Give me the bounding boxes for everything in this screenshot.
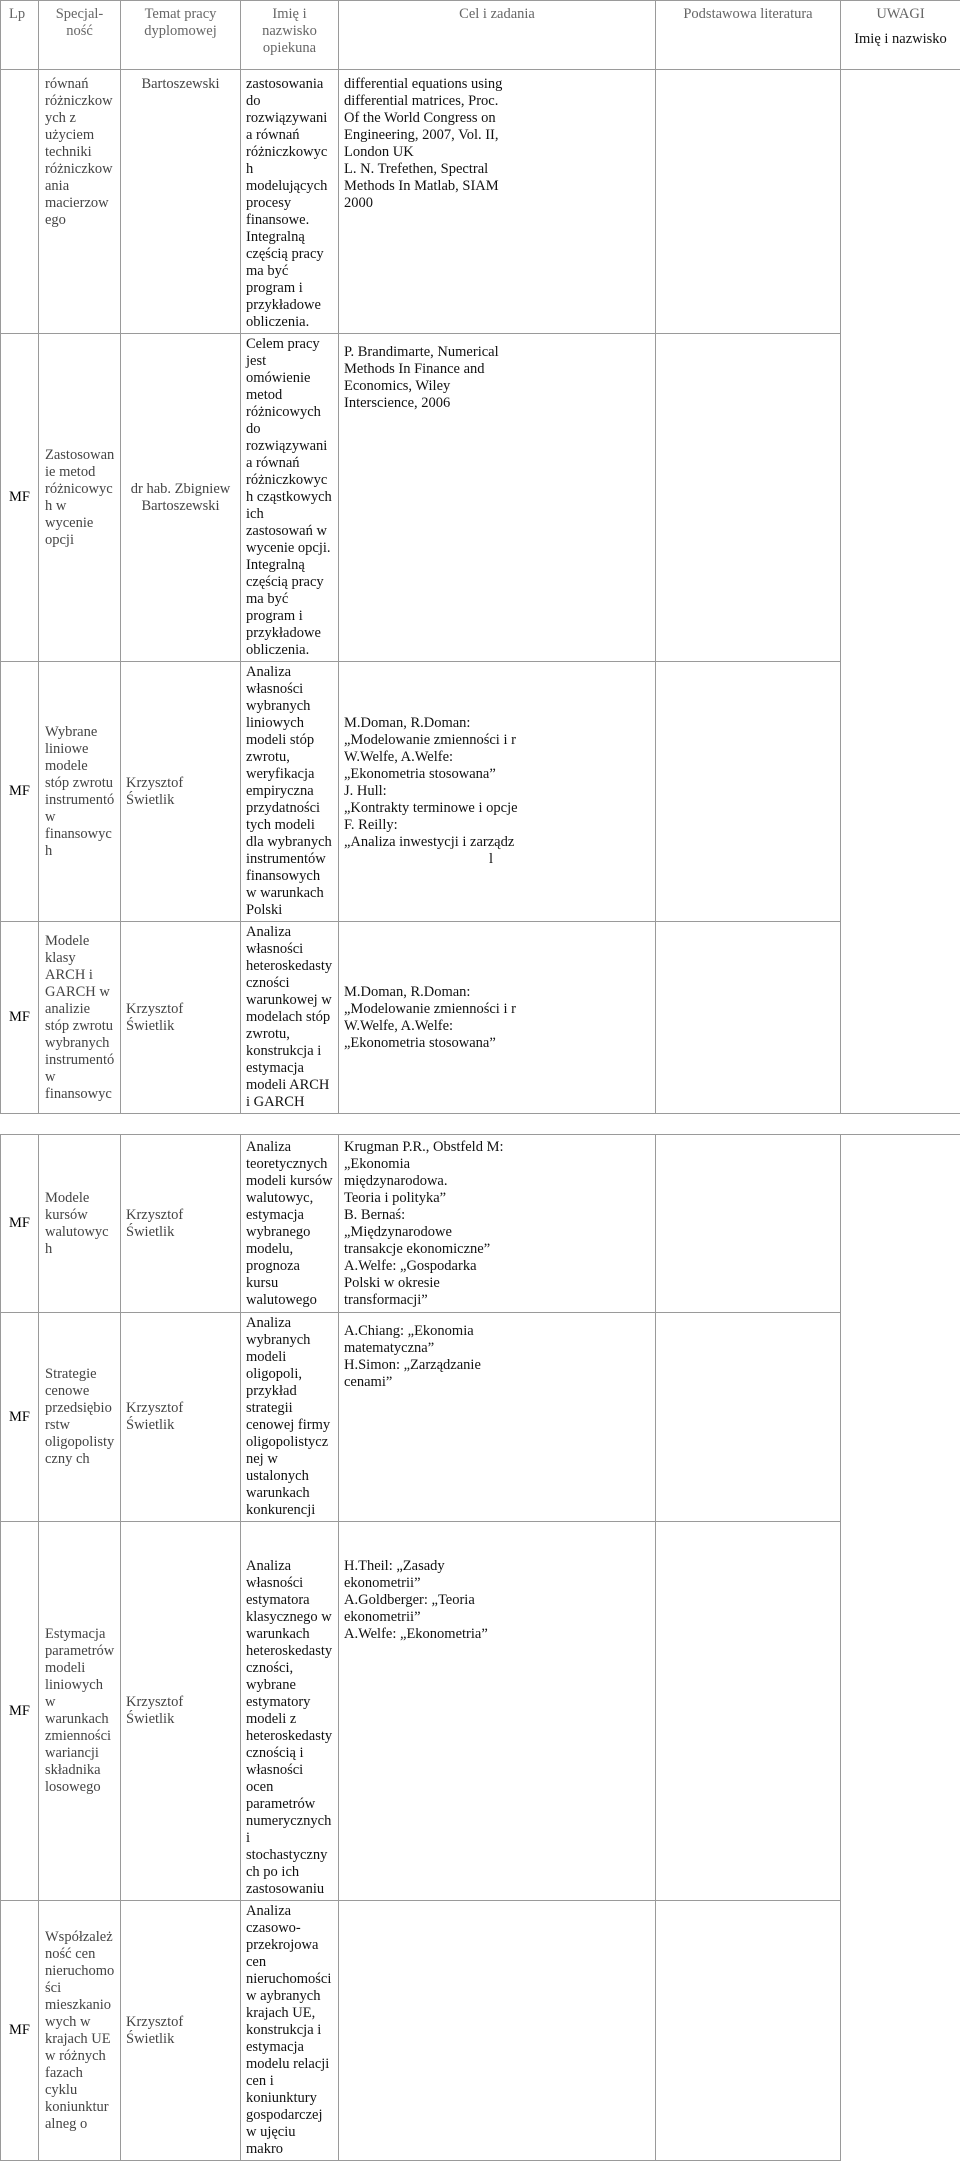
row-supervisor: Krzysztof Świetlik: [121, 1901, 241, 2161]
header-specialty: Specjal-ność: [39, 1, 121, 70]
literature-line: „Modelowanie zmienności i r: [344, 1001, 650, 1018]
literature-line: ekonometrii”: [344, 1575, 650, 1592]
literature-line: Teoria i polityka”: [344, 1190, 650, 1207]
literature-line: Engineering, 2007, Vol. II,: [344, 127, 650, 144]
literature-line: A.Welfe: „Gospodarka: [344, 1258, 650, 1275]
row-literature: [339, 70, 656, 334]
row-literature: [339, 1901, 656, 2161]
row-goal: Analiza czasowo-przekrojowa cen nieruchomości w aybranych krajach UE, konstrukcja i estymacja modelu relacji cen i koniunktury gospodarczej w ujęciu makro: [241, 1901, 339, 2161]
row-supervisor: Krzysztof Świetlik: [121, 1313, 241, 1522]
row-notes: [656, 1522, 841, 1901]
row-topic: Strategie cenowe przedsiębiorstw oligopolistyczny ch: [39, 1313, 121, 1522]
literature-line: ekonometrii”: [344, 1609, 650, 1626]
literature-line: „Ekonomia: [344, 1156, 650, 1173]
row-topic: Modele klasy ARCH i GARCH w analizie stóp zwrotu wybranych instrumentów finansowyc: [39, 922, 121, 1114]
row-spec: MF: [1, 334, 39, 662]
literature-line: Polski w okresie: [344, 1275, 650, 1292]
page-break-gap: [1, 1114, 960, 1135]
literature-line: Methods In Matlab, SIAM: [344, 178, 650, 195]
table-row: [1, 1135, 960, 1313]
literature-line: „Analiza inwestycji i zarządz: [344, 834, 650, 851]
row-goal: Analiza własności heteroskedastyczności warunkowej w modelach stóp zwrotu, konstrukcja i estymacja modeli ARCH i GARCH: [241, 922, 339, 1114]
row-supervisor: Krzysztof Świetlik: [121, 662, 241, 922]
row-supervisor: Krzysztof Świetlik: [121, 1135, 241, 1313]
literature-line: „Modelowanie zmienności i r: [344, 732, 650, 749]
literature-line: J. Hull:: [344, 783, 650, 800]
row-notes: [656, 1901, 841, 2161]
literature-line: Krugman P.R., Obstfeld M:: [344, 1139, 650, 1156]
literature-line: Interscience, 2006: [344, 395, 650, 412]
row-goal: Analiza własności wybranych liniowych modeli stóp zwrotu, weryfikacja empiryczna przydatności tych modeli dla wybranych instrumentów finansowych w warunkach Polski: [241, 662, 339, 922]
row-goal: Celem pracy jest omówienie metod różnicowych do rozwiązywania równań różniczkowych cząstkowych ich zastosowań w wycenie opcji. Integralną częścią pracy ma być program i przykładowe obliczenia.: [241, 334, 339, 662]
literature-line: F. Reilly:: [344, 817, 650, 834]
row-literature: [339, 1522, 656, 1901]
header-row: [1, 1, 960, 70]
literature-line: W.Welfe, A.Welfe:: [344, 749, 650, 766]
row-notes: [656, 334, 841, 662]
literature-line: W.Welfe, A.Welfe:: [344, 1018, 650, 1035]
header-supervisor: Imię i nazwisko opiekuna: [241, 1, 339, 70]
header-notes-sub: Imię i nazwisko: [846, 31, 955, 48]
row-spec: [1, 70, 39, 334]
row-topic: Wybrane liniowe modele stóp zwrotu instrumentów finansowych: [39, 662, 121, 922]
row-literature: [339, 1135, 656, 1313]
literature-line: London UK: [344, 144, 650, 161]
literature-line: „Ekonometria stosowana”: [344, 1035, 650, 1052]
header-goal: Cel i zadania: [339, 1, 656, 70]
literature-line: L. N. Trefethen, Spectral: [344, 161, 650, 178]
literature-line: A.Chiang: „Ekonomia: [344, 1323, 650, 1340]
literature-line: H.Simon: „Zarządzanie: [344, 1357, 650, 1374]
literature-line: cenami”: [344, 1374, 650, 1391]
literature-line: B. Bernaś:: [344, 1207, 650, 1224]
row-notes: [656, 1313, 841, 1522]
literature-line: transformacji”: [344, 1292, 650, 1309]
literature-line: Methods In Finance and: [344, 361, 650, 378]
header-lp: Lp: [1, 1, 39, 70]
row-spec: MF: [1, 1901, 39, 2161]
row-supervisor: Krzysztof Świetlik: [121, 1522, 241, 1901]
literature-line: differential equations using: [344, 76, 650, 93]
table-row: [1, 334, 960, 662]
header-literature: Podstawowa literatura: [656, 1, 841, 70]
row-spec: MF: [1, 1135, 39, 1313]
row-spec: MF: [1, 1522, 39, 1901]
table-row: [1, 922, 960, 1114]
row-spec: MF: [1, 922, 39, 1114]
literature-line: H.Theil: „Zasady: [344, 1558, 650, 1575]
row-supervisor: dr hab. Zbigniew Bartoszewski: [121, 334, 241, 662]
literature-line: A.Welfe: „Ekonometria”: [344, 1626, 650, 1643]
literature-line: P. Brandimarte, Numerical: [344, 344, 650, 361]
row-literature: [339, 922, 656, 1114]
literature-line: M.Doman, R.Doman:: [344, 715, 650, 732]
row-topic: Zastosowanie metod różnicowych w wycenie opcji: [39, 334, 121, 662]
header-notes-title: UWAGI: [846, 6, 955, 23]
row-goal: Analiza wybranych modeli oligopoli, przykład strategii cenowej firmy oligopolistycznej w ustalonych warunkach konkurencji: [241, 1313, 339, 1522]
literature-line: „Ekonometria stosowana”: [344, 766, 650, 783]
literature-line: l: [344, 851, 650, 868]
literature-line: A.Goldberger: „Teoria: [344, 1592, 650, 1609]
row-spec: MF: [1, 1313, 39, 1522]
row-notes: [656, 1135, 841, 1313]
table-row: [1, 70, 960, 334]
row-notes: [656, 70, 841, 334]
literature-line: Of the World Congress on: [344, 110, 650, 127]
literature-line: „Kontrakty terminowe i opcje: [344, 800, 650, 817]
table-row: [1, 1313, 960, 1522]
header-notes: [841, 1, 960, 70]
row-literature: [339, 662, 656, 922]
table-row: [1, 1901, 960, 2161]
row-goal: zastosowania do rozwiązywania równań różniczkowych modelujących procesy finansowe. Integralną częścią pracy ma być program i przykładowe obliczenia.: [241, 70, 339, 334]
literature-line: Economics, Wiley: [344, 378, 650, 395]
literature-line: M.Doman, R.Doman:: [344, 984, 650, 1001]
table-row: [1, 662, 960, 922]
literature-line: 2000: [344, 195, 650, 212]
row-topic: Współzależność cen nieruchomości mieszkaniowych w krajach UE w różnych fazach cyklu koniunkturalneg o: [39, 1901, 121, 2161]
row-topic: Estymacja parametrów modeli liniowych w warunkach zmienności wariancji składnika losowego: [39, 1522, 121, 1901]
row-topic: równań różniczkowych z użyciem techniki różniczkowania macierzowego: [39, 70, 121, 334]
literature-line: międzynarodowa.: [344, 1173, 650, 1190]
table-row: [1, 1522, 960, 1901]
row-notes: [656, 922, 841, 1114]
row-literature: [339, 1313, 656, 1522]
row-goal: Analiza teoretycznych modeli kursów walutowyc, estymacja wybranego modelu, prognoza kursu walutowego: [241, 1135, 339, 1313]
literature-line: transakcje ekonomiczne”: [344, 1241, 650, 1258]
row-supervisor: Krzysztof Świetlik: [121, 922, 241, 1114]
row-notes: [656, 662, 841, 922]
row-goal: Analiza własności estymatora klasycznego w warunkach heteroskedastyczności, wybrane estymatory modeli z heteroskedastycznością i własności ocen parametrów numerycznych i stochastycznych po ich zastosowaniu: [241, 1522, 339, 1901]
row-spec: MF: [1, 662, 39, 922]
row-literature: [339, 334, 656, 662]
header-topic: Temat pracy dyplomowej: [121, 1, 241, 70]
literature-line: matematyczna”: [344, 1340, 650, 1357]
literature-line: differential matrices, Proc.: [344, 93, 650, 110]
row-supervisor: Bartoszewski: [121, 70, 241, 334]
literature-line: „Międzynarodowe: [344, 1224, 650, 1241]
row-topic: Modele kursów walutowych: [39, 1135, 121, 1313]
